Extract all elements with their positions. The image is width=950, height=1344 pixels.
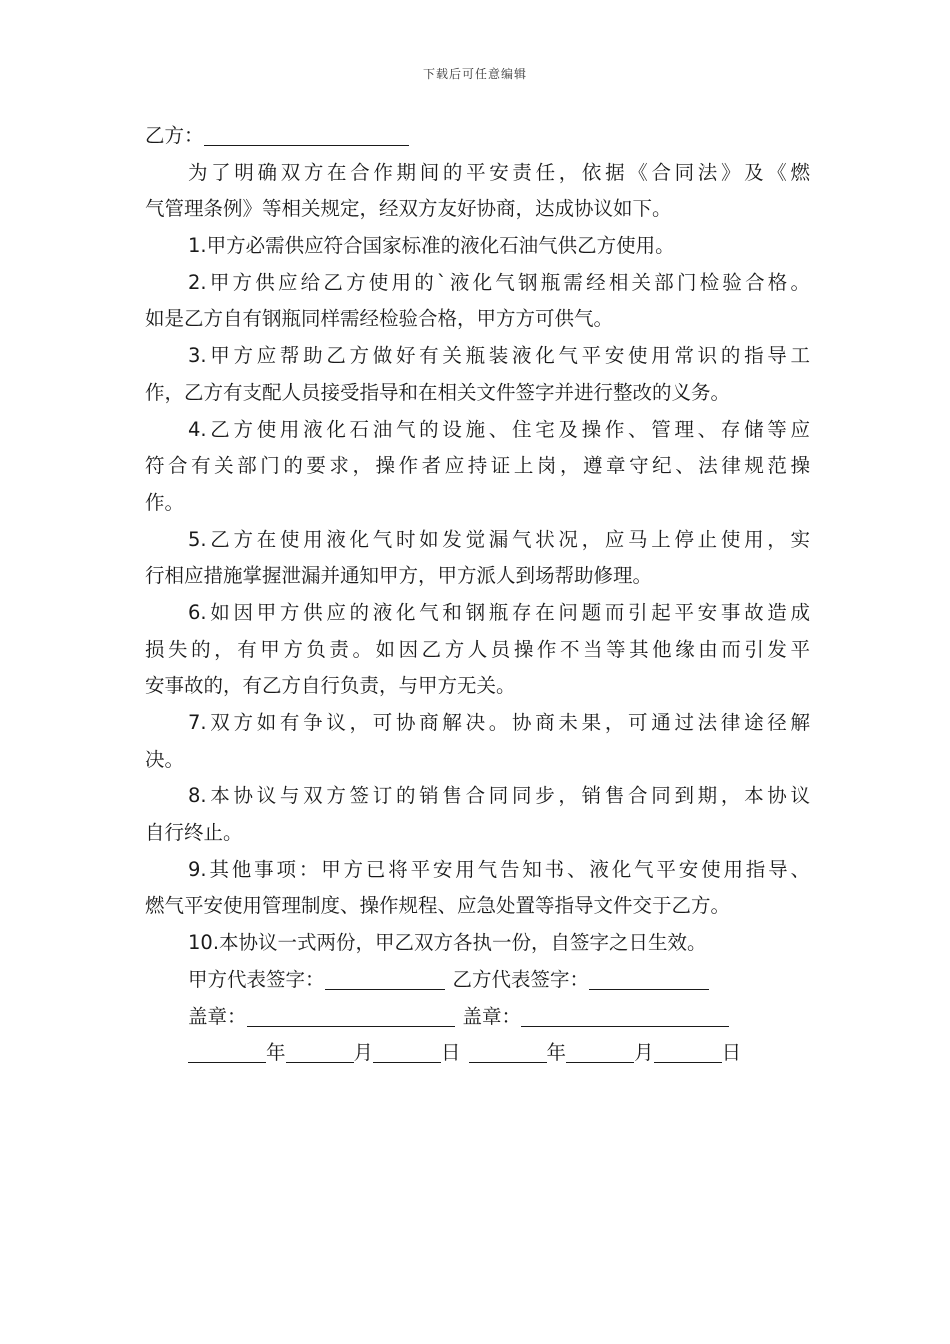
clause-4-line-3: 作。 xyxy=(145,490,185,514)
date-b-year-blank[interactable] xyxy=(469,1038,547,1063)
rep-signature-line xyxy=(145,962,810,999)
party-b-rep-label: 乙方代表签字： xyxy=(452,967,590,991)
date-a-day-blank[interactable] xyxy=(373,1038,441,1063)
clause-5-line-1: 5.乙方在使用液化气时如发觉漏气状况，应马上停止使用，实 xyxy=(188,527,810,551)
clause-1: 1.甲方必需供应符合国家标准的液化石油气供乙方使用。 xyxy=(188,234,675,258)
clause-3-line-1: 3.甲方应帮助乙方做好有关瓶装液化气平安使用常识的指导工 xyxy=(188,344,810,368)
seal-line xyxy=(145,999,810,1036)
date-line xyxy=(145,1035,810,1072)
party-a-rep-label: 甲方代表签字： xyxy=(188,967,325,991)
intro-line-1: 为了明确双方在合作期间的平安责任，依据《合同法》及《燃 xyxy=(188,160,810,184)
clause-10: 10.本协议一式两份，甲乙双方各执一份，自签字之日生效。 xyxy=(188,931,707,955)
party-a-rep-blank[interactable] xyxy=(325,965,445,990)
seal-a-label: 盖章： xyxy=(188,1004,247,1028)
clause-8-line-2: 自行终止。 xyxy=(145,821,243,845)
date-a-year-label: 年 xyxy=(266,1041,286,1065)
clause-7-line-2: 决。 xyxy=(145,747,185,771)
party-b-line xyxy=(145,118,810,155)
agreement-body xyxy=(145,118,810,1072)
date-b-day-label: 日 xyxy=(721,1041,742,1065)
date-a-day-label: 日 xyxy=(441,1041,461,1065)
clause-8-line-1: 8.本协议与双方签订的销售合同同步，销售合同到期，本协议 xyxy=(188,784,810,808)
date-a-year-blank[interactable] xyxy=(188,1038,266,1063)
clause-9-line-2: 燃气平安使用管理制度、操作规程、应急处置等指导文件交于乙方。 xyxy=(145,894,731,918)
party-b-rep-blank[interactable] xyxy=(589,965,709,990)
seal-b-blank[interactable] xyxy=(521,1002,729,1027)
date-a-month-label: 月 xyxy=(353,1041,374,1065)
clause-4-line-2: 符合有关部门的要求，操作者应持证上岗，遵章守纪、法律规范操 xyxy=(145,454,810,478)
date-a-month-blank[interactable] xyxy=(286,1038,354,1063)
party-b-blank[interactable] xyxy=(204,121,409,146)
date-b-month-blank[interactable] xyxy=(566,1038,634,1063)
party-b-label: 乙方： xyxy=(145,124,204,147)
seal-b-label: 盖章： xyxy=(462,1004,522,1028)
clause-6-line-1: 6.如因甲方供应的液化气和钢瓶存在问题而引起平安事故造成 xyxy=(188,600,810,624)
clause-6-line-2: 损失的，有甲方负责。如因乙方人员操作不当等其他缘由而引发平 xyxy=(145,637,810,661)
clause-4-line-1: 4.乙方使用液化石油气的设施、住宅及操作、管理、存储等应 xyxy=(188,417,810,441)
clause-6-line-3: 安事故的，有乙方自行负责，与甲方无关。 xyxy=(145,674,516,698)
seal-a-blank[interactable] xyxy=(247,1002,455,1027)
clause-5-line-2: 行相应措施掌握泄漏并通知甲方，甲方派人到场帮助修理。 xyxy=(145,564,653,588)
header-note: 下载后可任意编辑 xyxy=(422,67,527,81)
clause-2-line-1: 2.甲方供应给乙方使用的`液化气钢瓶需经相关部门检验合格。 xyxy=(188,270,810,294)
intro-line-2: 气管理条例》等相关规定，经双方友好协商，达成协议如下。 xyxy=(145,197,672,221)
date-b-year-label: 年 xyxy=(546,1041,567,1065)
clause-3-line-2: 作，乙方有支配人员接受指导和在相关文件签字并进行整改的义务。 xyxy=(145,380,731,404)
date-b-month-label: 月 xyxy=(634,1041,654,1065)
clause-9-line-1: 9.其他事项：甲方已将平安用气告知书、液化气平安使用指导、 xyxy=(188,857,810,881)
clause-7-line-1: 7.双方如有争议，可协商解决。协商未果，可通过法律途径解 xyxy=(188,711,810,734)
date-b-day-blank[interactable] xyxy=(654,1038,722,1063)
clause-2-line-2: 如是乙方自有钢瓶同样需经检验合格，甲方方可供气。 xyxy=(145,307,614,331)
